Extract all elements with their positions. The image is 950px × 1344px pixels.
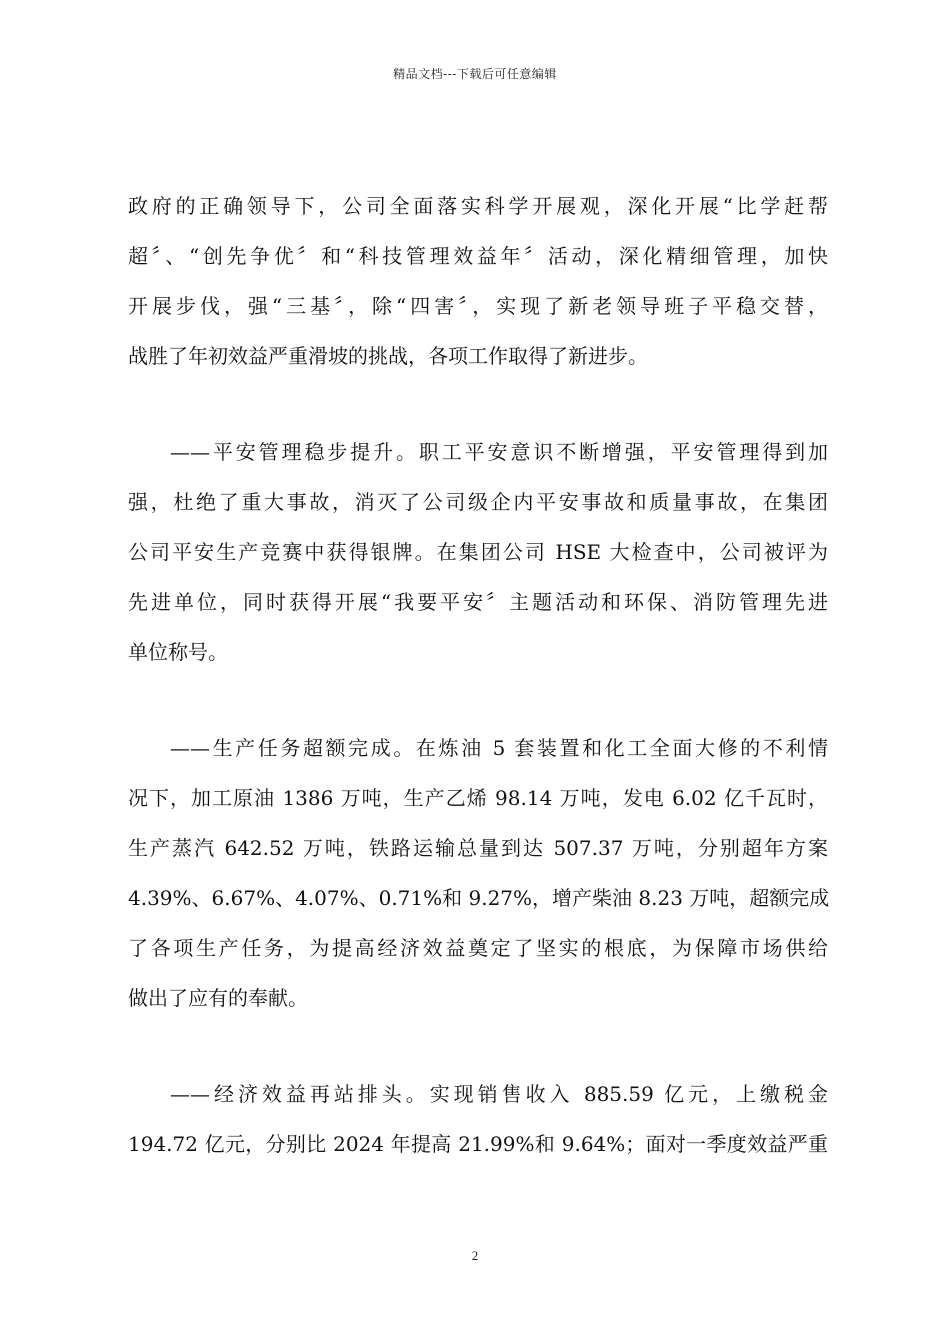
text-line: ——平安管理稳步提升。职工平安意识不断增强，平安管理得到加 — [170, 440, 828, 464]
page-number: 2 — [471, 1248, 479, 1263]
text-line: 开展步伐，强“三基〞，除“四害〞，实现了新老领导班子平稳交替， — [128, 294, 828, 318]
text-line: ——生产任务超额完成。在炼油 5 套装置和化工全面大修的不利情 — [170, 736, 828, 760]
text-line: 了各项生产任务，为提高经济效益奠定了坚实的根底，为保障市场供给 — [128, 936, 828, 960]
document-body — [128, 0, 828, 1344]
text-line: 战胜了年初效益严重滑坡的挑战，各项工作取得了新进步。 — [128, 344, 648, 368]
text-line: 况下，加工原油 1386 万吨，生产乙烯 98.14 万吨，发电 6.02 亿千瓦时， — [128, 786, 828, 810]
text-line: 强，杜绝了重大事故，消灭了公司级企内平安事故和质量事故，在集团 — [128, 490, 828, 514]
text-line: ——经济效益再站排头。实现销售收入 885.59 亿元，上缴税金 — [170, 1082, 828, 1106]
text-line: 做出了应有的奉献。 — [128, 986, 308, 1010]
page-header: 精品文档---下载后可任意编辑 — [393, 67, 557, 81]
text-line: 公司平安生产竞赛中获得银牌。在集团公司 HSE 大检查中，公司被评为 — [128, 540, 828, 564]
text-line: 单位称号。 — [128, 640, 228, 664]
text-line: 4.39%、6.67%、4.07%、0.71%和 9.27%，增产柴油 8.23 万吨，超额完成 — [128, 886, 830, 910]
text-line: 生产蒸汽 642.52 万吨，铁路运输总量到达 507.37 万吨，分别超年方案 — [128, 836, 828, 860]
text-line: 政府的正确领导下，公司全面落实科学开展观，深化开展“比学赶帮 — [128, 194, 828, 218]
text-line: 194.72 亿元，分别比 2024 年提高 21.99%和 9.64%；面对一季度效益严重 — [128, 1132, 828, 1156]
text-line: 先进单位，同时获得开展“我要平安〞主题活动和环保、消防管理先进 — [128, 590, 828, 614]
text-line: 超〞、“创先争优〞和“科技管理效益年〞活动，深化精细管理，加快 — [128, 244, 828, 268]
